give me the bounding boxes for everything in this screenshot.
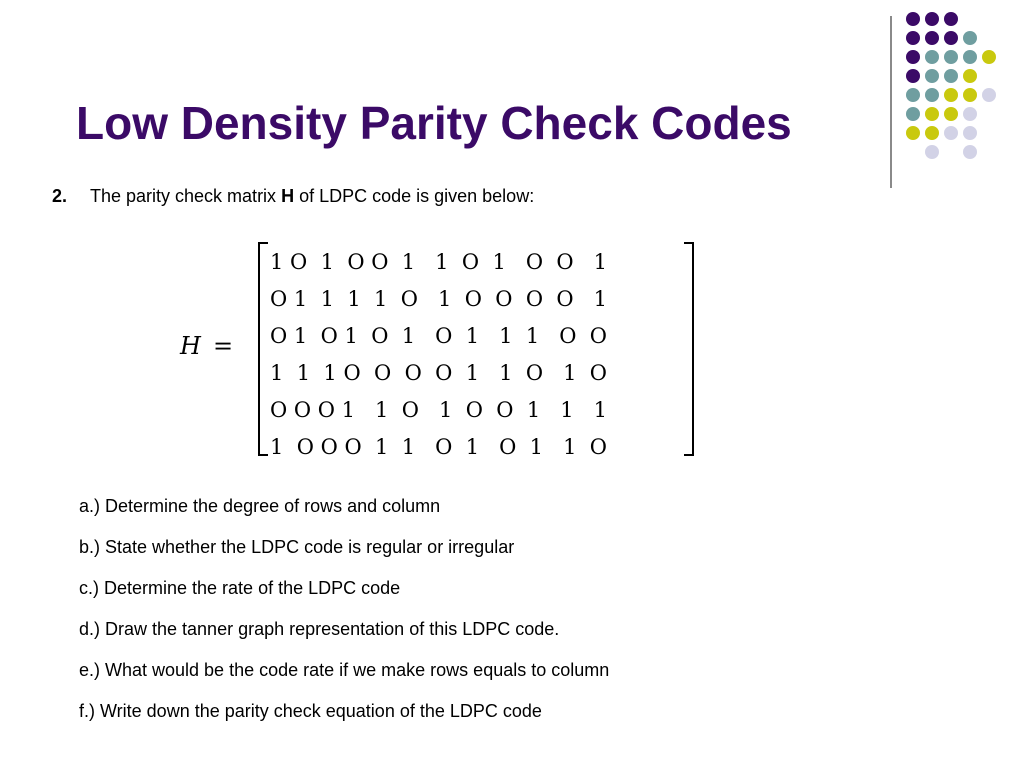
decorative-dot bbox=[944, 12, 958, 26]
decorative-dot bbox=[963, 107, 977, 121]
decorative-dot bbox=[925, 12, 939, 26]
decorative-dot bbox=[925, 107, 939, 121]
question-item: b.) State whether the LDPC code is regular or irregular bbox=[79, 537, 515, 557]
decorative-dot bbox=[906, 107, 920, 121]
decorative-dot bbox=[982, 50, 996, 64]
matrix-row: 1 O 1 O O 1 1 O 1 O O 1 bbox=[270, 250, 607, 274]
parity-check-matrix-equation bbox=[180, 236, 710, 462]
matrix-row: 1 1 1 O O O O 1 1 O 1 O bbox=[270, 361, 607, 385]
decorative-dot bbox=[906, 12, 920, 26]
matrix-body bbox=[270, 244, 684, 466]
problem-text-after: of LDPC code is given below: bbox=[294, 186, 535, 206]
problem-statement bbox=[52, 184, 534, 208]
decorative-dot bbox=[944, 126, 958, 140]
decorative-dot bbox=[906, 88, 920, 102]
slide-title: Low Density Parity Check Codes bbox=[76, 97, 792, 149]
decorative-dot bbox=[925, 31, 939, 45]
matrix-row: O O O 1 1 O 1 O O 1 1 1 bbox=[270, 398, 607, 422]
decorative-dot bbox=[963, 145, 977, 159]
decorative-dot bbox=[944, 88, 958, 102]
decorative-dot bbox=[944, 50, 958, 64]
question-item: a.) Determine the degree of rows and column bbox=[79, 496, 441, 516]
decorative-dot bbox=[906, 126, 920, 140]
decorative-dot bbox=[963, 69, 977, 83]
decorative-dot bbox=[982, 88, 996, 102]
decorative-dot-grid bbox=[906, 12, 1010, 168]
decorative-dot bbox=[925, 145, 939, 159]
question-item: c.) Determine the rate of the LDPC code bbox=[79, 578, 401, 598]
problem-text-before: The parity check matrix bbox=[90, 186, 282, 206]
decorative-dot bbox=[963, 50, 977, 64]
problem-number: 2. bbox=[52, 186, 68, 206]
question-item: f.) Write down the parity check equation of the LDPC code bbox=[79, 701, 542, 721]
question-item: d.) Draw the tanner graph representation of this LDPC code. bbox=[79, 619, 560, 639]
decorative-dot bbox=[963, 126, 977, 140]
matrix-right-bracket bbox=[684, 242, 694, 456]
decorative-dot bbox=[925, 50, 939, 64]
decorative-dot bbox=[906, 50, 920, 64]
matrix-left-bracket bbox=[258, 242, 268, 456]
decorative-dot bbox=[906, 31, 920, 45]
decorative-dot bbox=[963, 88, 977, 102]
decorative-dot bbox=[944, 69, 958, 83]
question-item: e.) What would be the code rate if we make rows equals to column bbox=[79, 660, 610, 680]
divider-line bbox=[890, 16, 892, 188]
decorative-dot bbox=[944, 107, 958, 121]
matrix-row: 1 O O O 1 1 O 1 O 1 1 O bbox=[270, 435, 607, 459]
matrix-symbol: H bbox=[180, 332, 201, 360]
question-list bbox=[79, 494, 609, 740]
decorative-dot bbox=[944, 31, 958, 45]
matrix-row: O 1 O 1 O 1 O 1 1 1 O O bbox=[270, 324, 607, 348]
matrix-lhs bbox=[180, 332, 233, 360]
decorative-dot bbox=[963, 31, 977, 45]
equals-sign: = bbox=[212, 332, 234, 360]
decorative-dot bbox=[906, 69, 920, 83]
decorative-dot bbox=[925, 88, 939, 102]
matrix-row: O 1 1 1 1 O 1 O O O O 1 bbox=[270, 287, 607, 311]
decorative-dot bbox=[925, 126, 939, 140]
decorative-dot bbox=[925, 69, 939, 83]
problem-text-matrix-name: H bbox=[281, 186, 295, 206]
